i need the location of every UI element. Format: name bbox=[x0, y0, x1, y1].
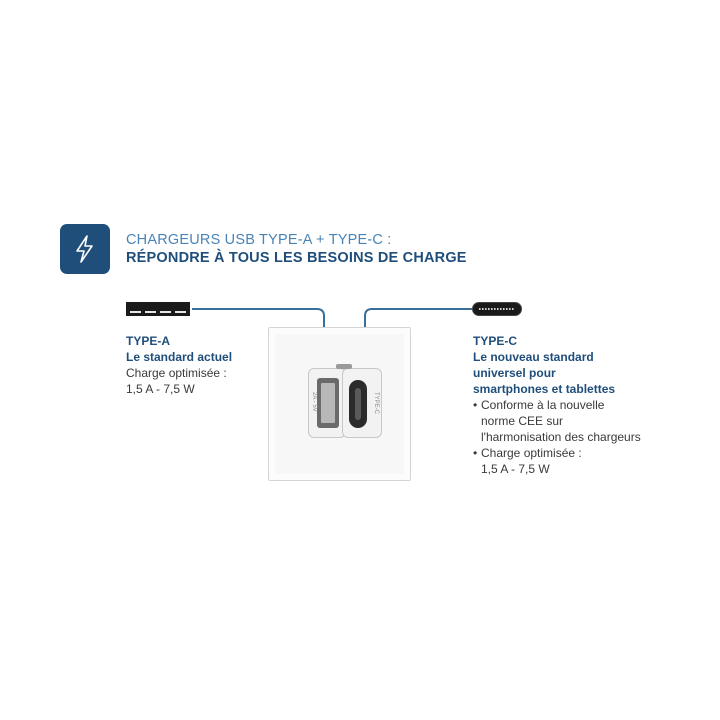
usb-a-port-tongue bbox=[321, 383, 335, 423]
type-c-subtitle-line: universel pour bbox=[473, 366, 556, 380]
type-c-bullet-line: norme CEE sur bbox=[481, 414, 564, 428]
type-c-subtitle-line: Le nouveau standard bbox=[473, 350, 594, 364]
type-a-text-line: Charge optimisée : bbox=[126, 366, 227, 380]
usb-a-plug-icon bbox=[126, 302, 190, 316]
usb-c-port-tongue bbox=[355, 388, 361, 420]
type-c-bullet-line: l'harmonisation des chargeurs bbox=[481, 430, 641, 444]
type-c-bullet-line: • Charge optimisée : bbox=[481, 446, 582, 460]
title-line-2: RÉPONDRE À TOUS LES BESOINS DE CHARGE bbox=[126, 250, 467, 266]
type-a-text-line: 1,5 A - 7,5 W bbox=[126, 382, 195, 396]
socket-indicator-icon bbox=[336, 364, 352, 369]
type-c-bullet bbox=[473, 397, 641, 445]
type-c-column bbox=[473, 333, 641, 477]
type-c-heading: TYPE-C bbox=[473, 334, 518, 348]
usb-c-plug-icon bbox=[472, 302, 522, 316]
type-c-bullet bbox=[473, 445, 641, 477]
type-c-bullet-line: • Conforme à la nouvelle bbox=[481, 398, 605, 412]
type-a-subtitle: Le standard actuel bbox=[126, 350, 233, 364]
type-a-heading: TYPE-A bbox=[126, 334, 171, 348]
type-a-column bbox=[126, 333, 232, 397]
title-line-1: CHARGEURS USB TYPE-A + TYPE-C : bbox=[126, 232, 392, 248]
socket-mark-right: TYPE-C bbox=[373, 392, 379, 415]
socket-mark-left: 2A - 5V bbox=[311, 392, 317, 412]
type-c-subtitle-line: smartphones et tablettes bbox=[473, 382, 616, 396]
type-c-bullet-line: 1,5 A - 7,5 W bbox=[481, 462, 550, 476]
type-c-bullets bbox=[473, 397, 641, 477]
